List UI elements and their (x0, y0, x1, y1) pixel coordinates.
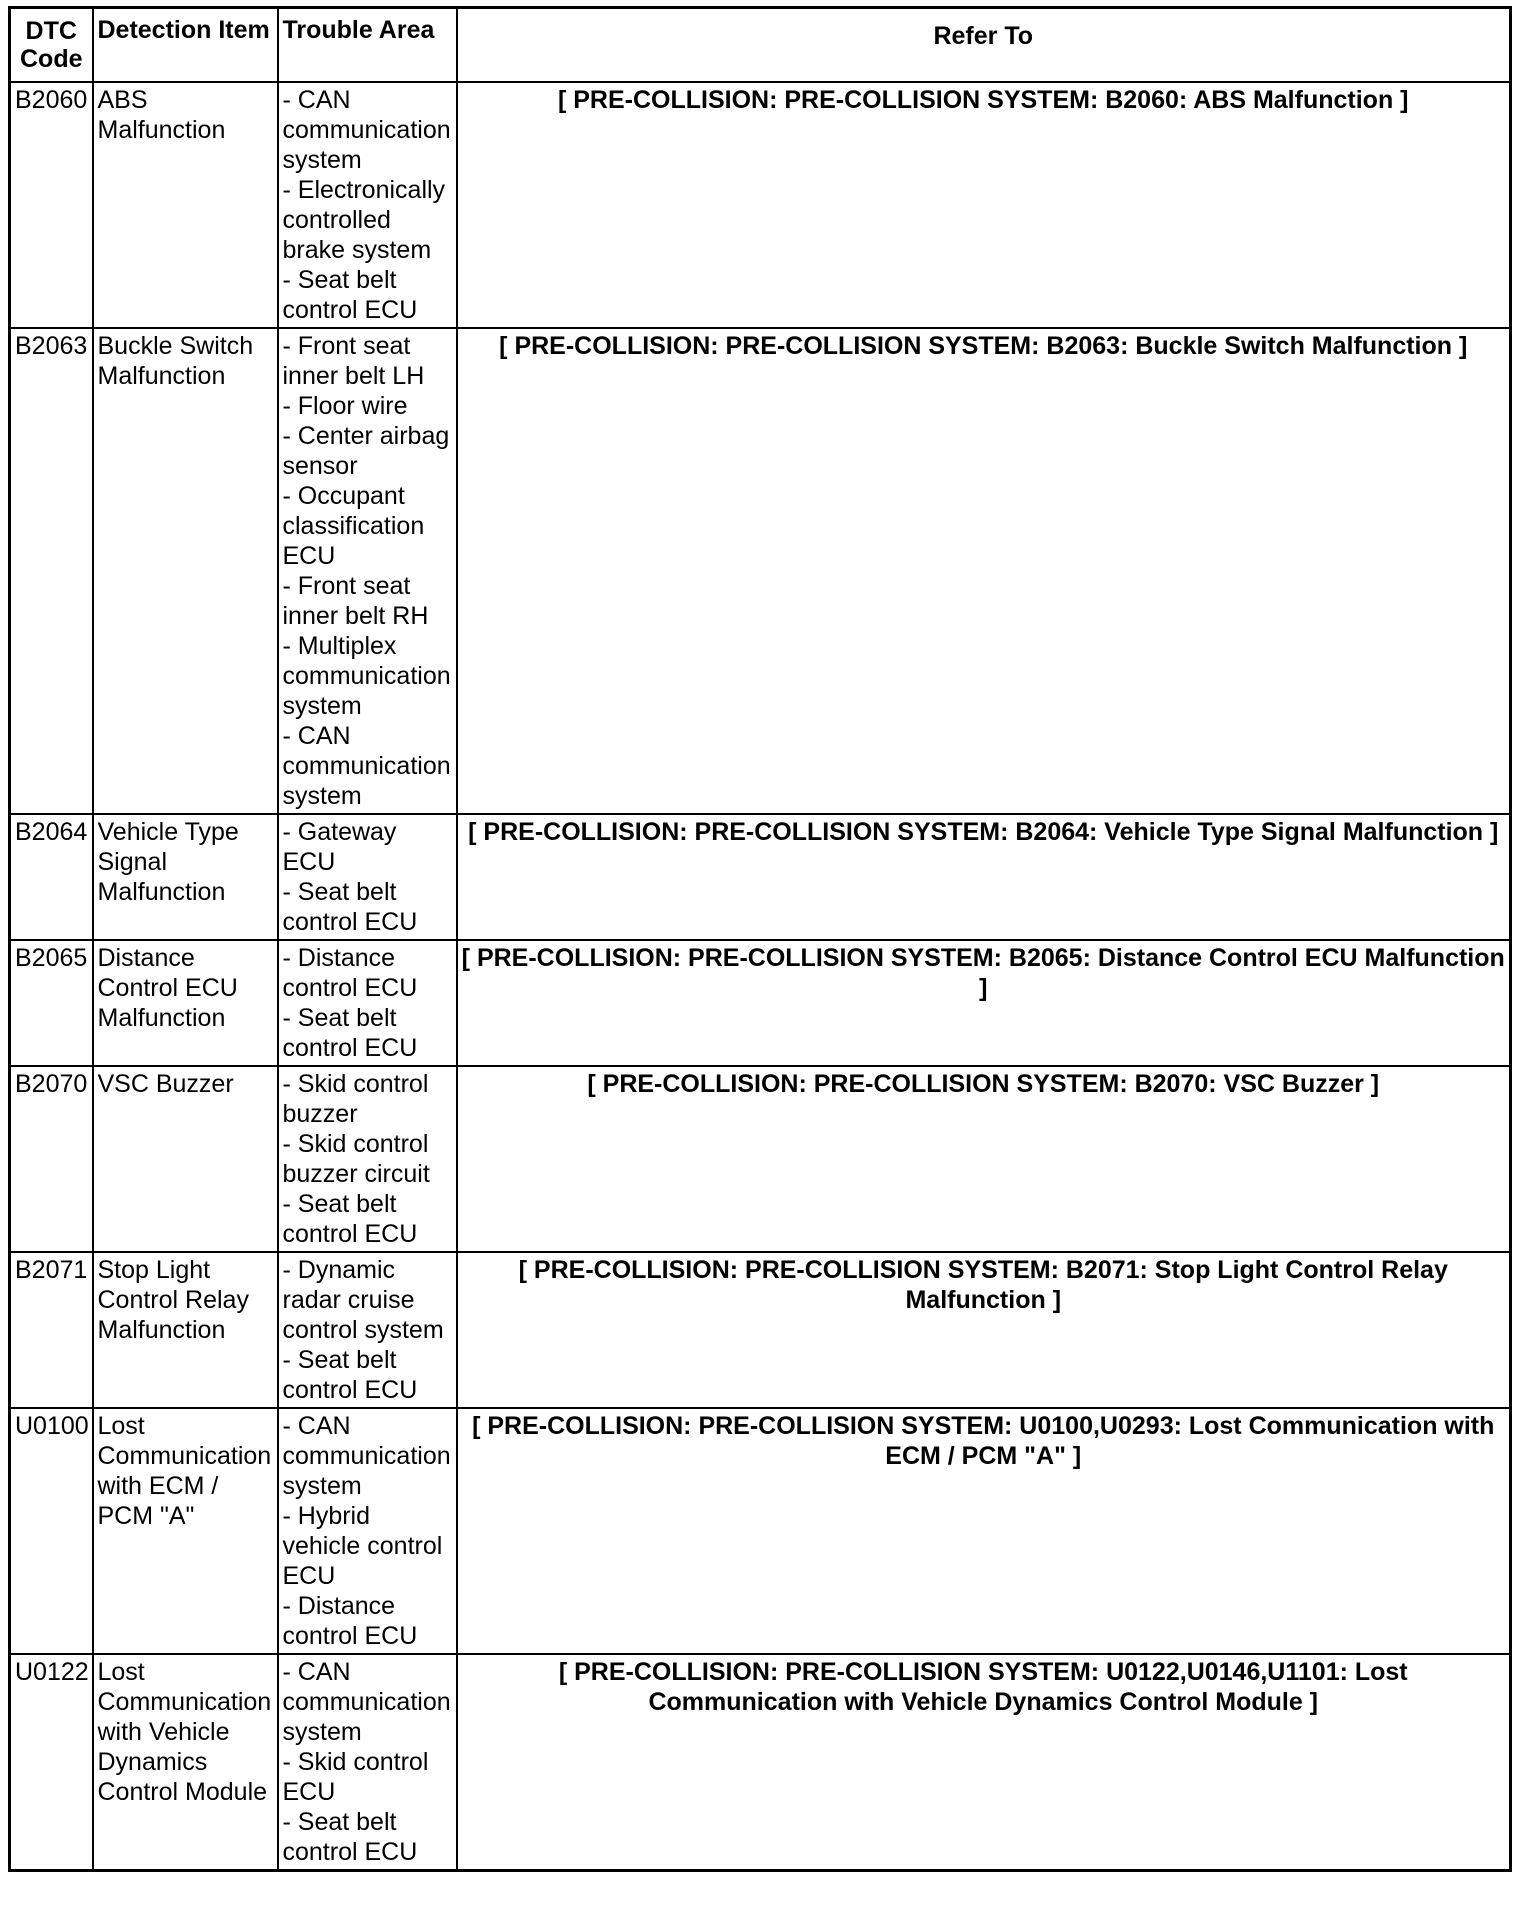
table-row (10, 82, 1511, 328)
trouble-area-cell (278, 1408, 457, 1654)
trouble-area-line: - CAN communication system (282, 1411, 451, 1500)
detection-item-cell: ABS Malfunction (93, 82, 278, 328)
trouble-area-line: - Multiplex communication system (282, 631, 451, 720)
table-row (10, 1654, 1511, 1871)
trouble-area-line: - Front seat inner belt LH (282, 331, 425, 390)
table-row (10, 814, 1511, 940)
trouble-area-line: - Center airbag sensor (282, 421, 450, 480)
trouble-area-cell (278, 1654, 457, 1871)
detection-item-cell: Stop Light Control Relay Malfunction (93, 1252, 278, 1408)
table-row (10, 1252, 1511, 1408)
trouble-area-line: - Seat belt control ECU (282, 877, 418, 936)
header-dtc-code: DTC Code (10, 8, 93, 82)
trouble-area-line: - Skid control buzzer circuit (282, 1129, 430, 1188)
detection-item-cell: Vehicle Type Signal Malfunction (93, 814, 278, 940)
trouble-area-line: - Occupant classification ECU (282, 481, 425, 570)
dtc-code-cell: B2071 (10, 1252, 93, 1408)
refer-to-link[interactable]: [ PRE-COLLISION: PRE-COLLISION SYSTEM: B2071: Stop Light Control Relay Malfunction ] (457, 1252, 1511, 1408)
refer-to-link[interactable]: [ PRE-COLLISION: PRE-COLLISION SYSTEM: B2065: Distance Control ECU Malfunction ] (457, 940, 1511, 1066)
trouble-area-line: - CAN communication system (282, 721, 451, 810)
header-row (10, 8, 1511, 82)
detection-item-cell: Lost Communication with Vehicle Dynamics Control Module (93, 1654, 278, 1871)
refer-to-link[interactable]: [ PRE-COLLISION: PRE-COLLISION SYSTEM: B2063: Buckle Switch Malfunction ] (457, 328, 1511, 814)
dtc-table (8, 6, 1512, 1872)
trouble-area-line: - CAN communication system (282, 1657, 451, 1746)
dtc-code-cell: B2070 (10, 1066, 93, 1252)
trouble-area-cell (278, 82, 457, 328)
trouble-area-line: - Gateway ECU (282, 817, 397, 876)
dtc-code-cell: U0122 (10, 1654, 93, 1871)
refer-to-link[interactable]: [ PRE-COLLISION: PRE-COLLISION SYSTEM: B2070: VSC Buzzer ] (457, 1066, 1511, 1252)
dtc-code-cell: B2063 (10, 328, 93, 814)
refer-to-link[interactable]: [ PRE-COLLISION: PRE-COLLISION SYSTEM: U0122,U0146,U1101: Lost Communication with Vehicle Dynamics Control Module ] (457, 1654, 1511, 1871)
header-detection-item: Detection Item (93, 8, 278, 82)
trouble-area-line: - Seat belt control ECU (282, 1345, 418, 1404)
refer-to-link[interactable]: [ PRE-COLLISION: PRE-COLLISION SYSTEM: B2064: Vehicle Type Signal Malfunction ] (457, 814, 1511, 940)
trouble-area-cell (278, 328, 457, 814)
trouble-area-line: - Seat belt control ECU (282, 265, 418, 324)
trouble-area-cell (278, 940, 457, 1066)
detection-item-cell: Lost Communication with ECM / PCM "A" (93, 1408, 278, 1654)
table-row (10, 328, 1511, 814)
table-row (10, 1066, 1511, 1252)
dtc-code-cell: B2064 (10, 814, 93, 940)
header-trouble-area: Trouble Area (278, 8, 457, 82)
detection-item-cell: Buckle Switch Malfunction (93, 328, 278, 814)
dtc-code-cell: U0100 (10, 1408, 93, 1654)
dtc-code-cell: B2065 (10, 940, 93, 1066)
table-body (10, 82, 1511, 1871)
table-row (10, 940, 1511, 1066)
dtc-code-cell: B2060 (10, 82, 93, 328)
detection-item-cell: Distance Control ECU Malfunction (93, 940, 278, 1066)
trouble-area-cell (278, 1066, 457, 1252)
trouble-area-line: - Seat belt control ECU (282, 1189, 418, 1248)
trouble-area-cell (278, 814, 457, 940)
trouble-area-line: - Front seat inner belt RH (282, 571, 429, 630)
table-row (10, 1408, 1511, 1654)
refer-to-link[interactable]: [ PRE-COLLISION: PRE-COLLISION SYSTEM: U0100,U0293: Lost Communication with ECM / PCM "A" ] (457, 1408, 1511, 1654)
trouble-area-line: - Skid control buzzer (282, 1069, 429, 1128)
trouble-area-line: - Floor wire (282, 391, 408, 420)
trouble-area-line: - Dynamic radar cruise control system (282, 1255, 444, 1344)
detection-item-cell: VSC Buzzer (93, 1066, 278, 1252)
trouble-area-line: - Seat belt control ECU (282, 1807, 418, 1866)
trouble-area-line: - Distance control ECU (282, 943, 418, 1002)
trouble-area-line: - Seat belt control ECU (282, 1003, 418, 1062)
trouble-area-cell (278, 1252, 457, 1408)
header-refer-to: Refer To (457, 8, 1511, 82)
refer-to-link[interactable]: [ PRE-COLLISION: PRE-COLLISION SYSTEM: B2060: ABS Malfunction ] (457, 82, 1511, 328)
trouble-area-line: - Skid control ECU (282, 1747, 429, 1806)
trouble-area-line: - Hybrid vehicle control ECU (282, 1501, 443, 1590)
trouble-area-line: - Distance control ECU (282, 1591, 418, 1650)
trouble-area-line: - Electronically controlled brake system (282, 175, 446, 264)
trouble-area-line: - CAN communication system (282, 85, 451, 174)
